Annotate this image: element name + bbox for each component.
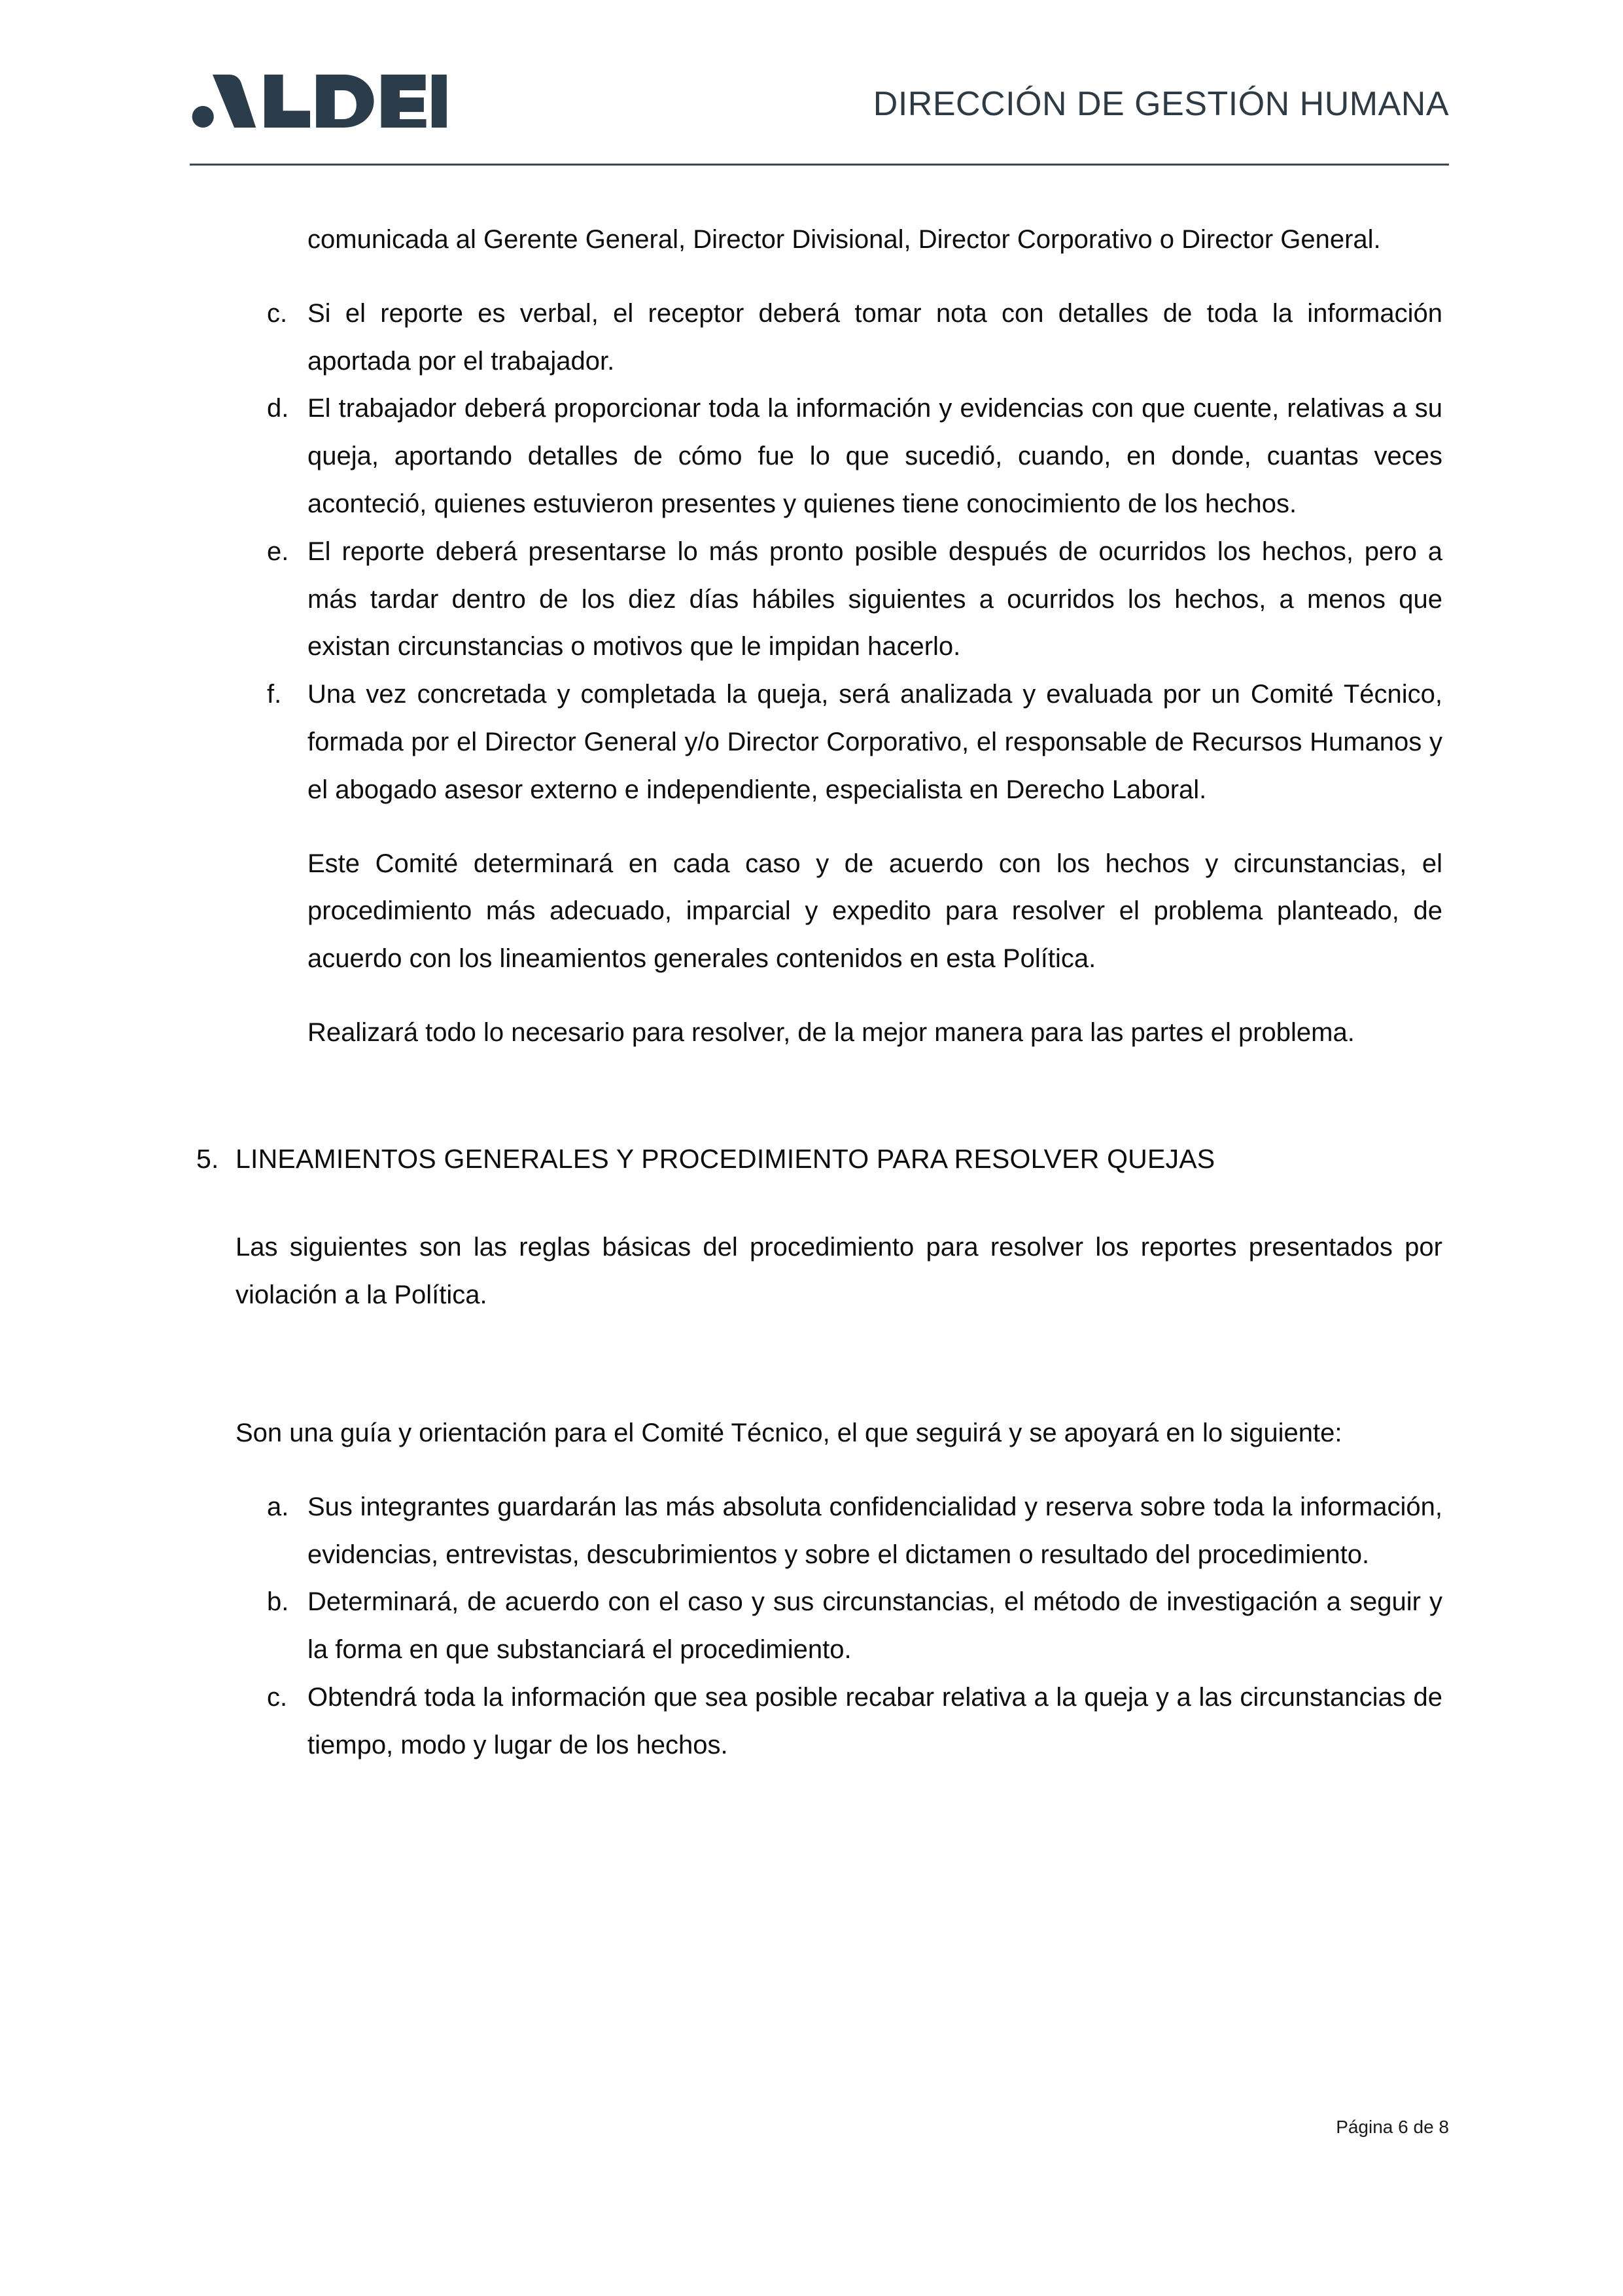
section-guide-paragraph: Son una guía y orientación para el Comité Técnico, el que seguirá y se apoyará en lo siguiente: [236,1418,1342,1447]
list-item-text: El reporte deberá presentarse lo más pronto posible después de ocurridos los hechos, pero a más tardar dentro de los diez días hábiles siguientes a ocurridos los hechos, a menos que existan circunstancias o motivos que le impidan hacerlo. [307,537,1442,662]
section-spacer [0,1083,1623,1138]
list-item-text: Sus integrantes guardarán las más absoluta confidencialidad y reserva sobre toda la información, evidencias, entrevistas, descubrimientos y sobre el dictamen o resultado del procedimiento. [307,1492,1442,1569]
list-marker: e. [267,537,289,566]
header-title: DIRECCIÓN DE GESTIÓN HUMANA [873,85,1449,123]
list-item [267,1674,1442,1769]
list-marker: a. [267,1492,289,1521]
list-item [267,385,1442,527]
list-item [267,528,1442,671]
list-item-text: El trabajador deberá proporcionar toda la información y evidencias con que cuente, relativas a su queja, aportando detalles de cómo fue lo que sucedió, cuando, en donde, cuantas veces aconteció, quienes estuvieron presentes y quienes tiene conocimiento de los hechos. [307,394,1442,518]
document-header [190,62,1449,167]
section-title: LINEAMIENTOS GENERALES Y PROCEDIMIENTO PARA RESOLVER QUEJAS [236,1143,1215,1174]
resolution-paragraph: Realizará todo lo necesario para resolver, de la mejor manera para las partes el problema. [307,1017,1355,1047]
alden-logo [190,62,449,128]
page-number: Página 6 de 8 [1336,2117,1449,2137]
header-divider [190,164,1449,166]
list-marker: c. [267,1682,288,1712]
list-item [267,1483,1442,1579]
list-item-text: Si el reporte es verbal, el receptor deberá tomar nota con detalles de toda la información aportada por el trabajador. [307,298,1442,376]
committee-paragraph: Este Comité determinará en cada caso y de acuerdo con los hechos y circunstancias, el procedimiento más adecuado, imparcial y expedito para resolver el problema planteado, de acuerdo con los lineamientos generales contenidos en esta Política. [307,849,1442,974]
list-item [267,1578,1442,1674]
list-item [267,290,1442,385]
list-item-text: Obtendrá toda la información que sea posible recabar relativa a la queja y a las circunstancias de tiempo, modo y lugar de los hechos. [307,1682,1442,1759]
paragraph-gap [0,1345,1623,1383]
section-heading-5 [196,1138,1442,1181]
list-item-text: Una vez concretada y completada la queja, será analizada y evaluada por un Comité Técnico, formada por el Director General y/o Director Corporativo, el responsable de Recursos Humanos y el abogado asesor externo e independiente, especialista en Derecho Laboral. [307,680,1442,804]
document-body [0,190,1623,1769]
section-number: 5. [196,1143,219,1174]
lettered-list-rules [0,1483,1623,1769]
heading-gap [0,1180,1623,1197]
list-marker: f. [267,680,282,709]
list-item [267,671,1442,813]
continuation-paragraph: comunicada al Gerente General, Director Divisional, Director Corporativo o Director General. [307,225,1381,254]
section-intro-paragraph: Las siguientes son las reglas básicas del procedimiento para resolver los reportes presentados por violación a la Política. [236,1233,1442,1310]
list-marker: d. [267,394,289,423]
lettered-list-reporting [0,290,1623,814]
document-footer [190,2117,1449,2138]
list-marker: b. [267,1587,289,1617]
list-item-text: Determinará, de acuerdo con el caso y sus circunstancias, el método de investigación a seguir y la forma en que substanciará el procedimiento. [307,1587,1442,1665]
list-marker: c. [267,298,288,328]
